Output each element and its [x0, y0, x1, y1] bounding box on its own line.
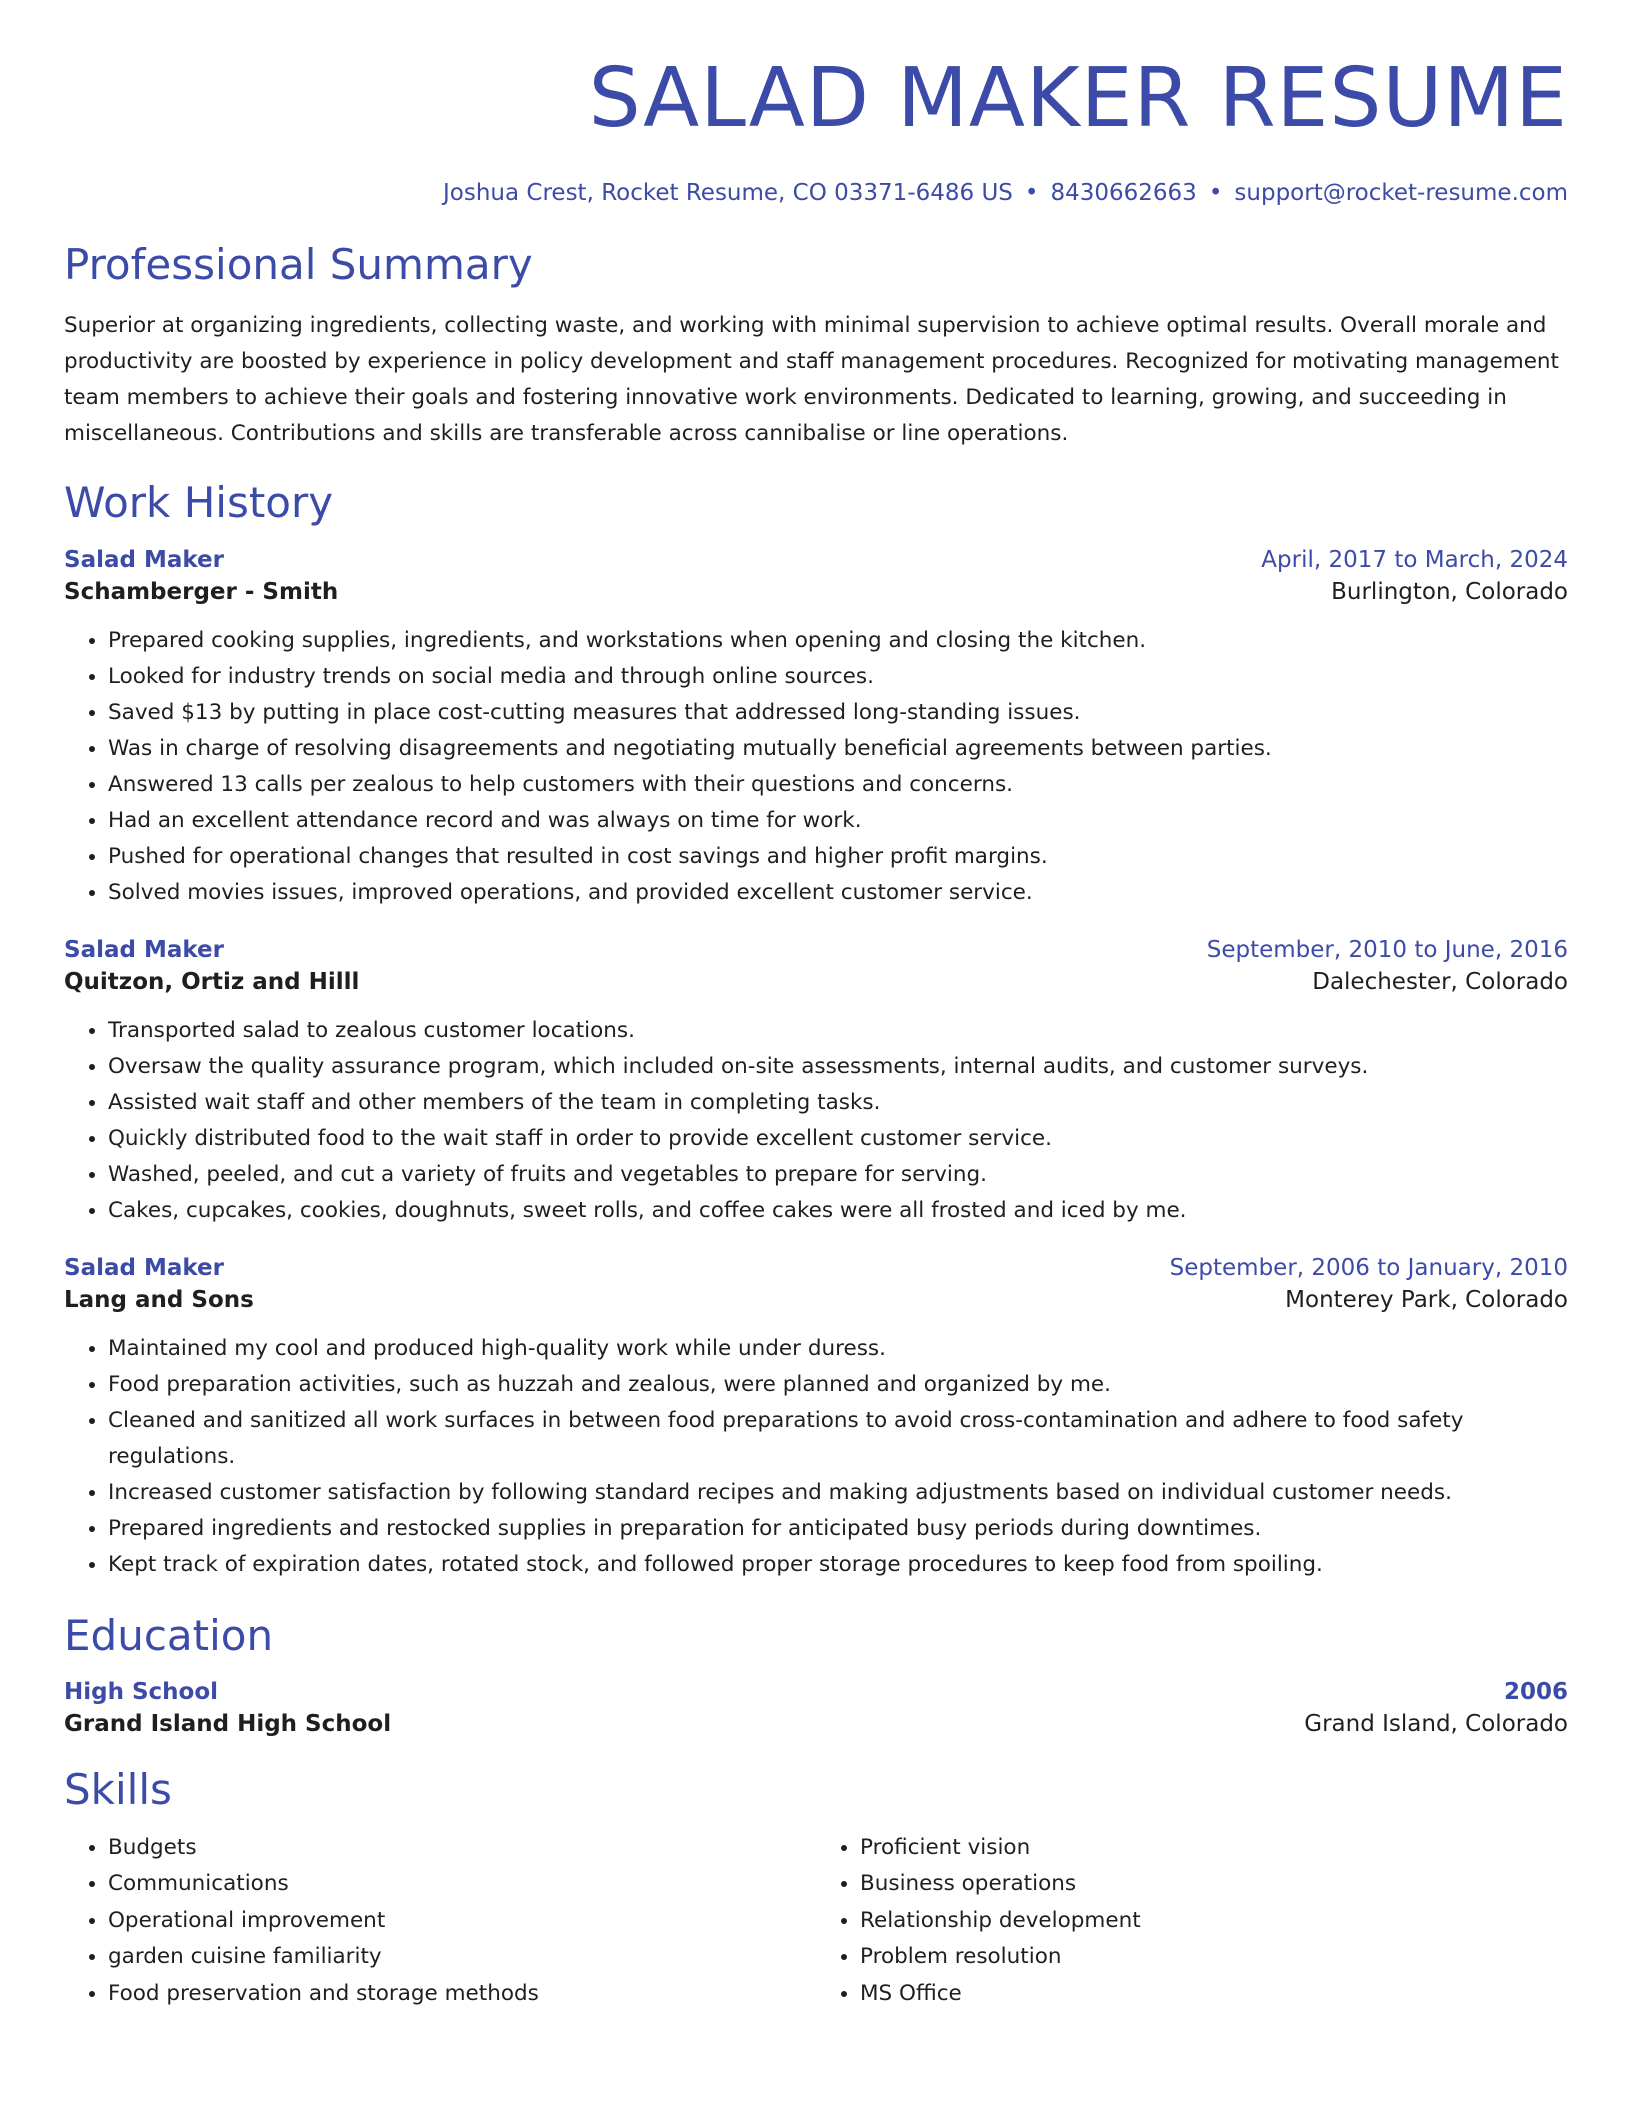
job-bullet: • Answered 13 calls per zealous to help customers with their questions and concerns. — [108, 767, 1568, 803]
job-bullet: • Cleaned and sanitized all work surfaces in between food preparations to avoid cross-contamination and adhere to food safety regulations. — [108, 1403, 1568, 1475]
education-entry — [64, 1679, 1568, 1737]
job-bullet: • Oversaw the quality assurance program, which included on-site assessments, internal audits, and customer surveys. — [108, 1049, 1568, 1085]
skills-heading: Skills — [64, 1765, 172, 1815]
job-company: Schamberger - Smith — [64, 578, 339, 605]
job-entry-3 — [64, 1255, 1568, 1583]
work-history-heading: Work History — [64, 478, 334, 528]
job-location: Monterey Park, Colorado — [1285, 1286, 1568, 1313]
skill-item: • Proficient vision — [860, 1830, 1568, 1867]
education-location: Grand Island, Colorado — [1304, 1711, 1568, 1738]
education-header — [64, 1679, 1568, 1705]
skill-item: • Business operations — [860, 1866, 1568, 1903]
education-heading: Education — [64, 1610, 274, 1660]
education-degree: High School — [64, 1679, 219, 1706]
job-bullet: • Food preparation activities, such as huzzah and zealous, were planned and organized by me. — [108, 1367, 1568, 1403]
job-bullet: • Had an excellent attendance record and was always on time for work. — [108, 803, 1568, 839]
job-subheader — [64, 1287, 1568, 1313]
job-location: Dalechester, Colorado — [1312, 968, 1568, 995]
contact-address: Joshua Crest, Rocket Resume, CO 03371-6486 US — [443, 180, 1013, 206]
job-header — [64, 1255, 1568, 1281]
education-year: 2006 — [1503, 1679, 1568, 1706]
skill-item: • MS Office — [860, 1976, 1568, 2013]
skills-column-right — [816, 1830, 1568, 2013]
job-bullet: • Pushed for operational changes that resulted in cost savings and higher profit margins. — [108, 839, 1568, 875]
skill-item: • garden cuisine familiarity — [108, 1939, 816, 1976]
job-dates: September, 2006 to January, 2010 — [1169, 1254, 1568, 1281]
education-subheader — [64, 1711, 1568, 1737]
job-bullets — [64, 1331, 1568, 1583]
contact-separator: • — [1208, 180, 1223, 206]
job-dates: April, 2017 to March, 2024 — [1261, 546, 1568, 573]
job-bullet: • Solved movies issues, improved operations, and provided excellent customer service. — [108, 875, 1568, 911]
contact-separator: • — [1024, 180, 1039, 206]
skill-item: • Relationship development — [860, 1903, 1568, 1940]
job-bullet: • Saved $13 by putting in place cost-cutting measures that addressed long-standing issues. — [108, 695, 1568, 731]
job-entry-2 — [64, 937, 1568, 1229]
job-bullet: • Kept track of expiration dates, rotated stock, and followed proper storage procedures to keep food from spoiling. — [108, 1547, 1568, 1583]
job-role: Salad Maker — [64, 546, 224, 573]
job-bullets — [64, 623, 1568, 911]
job-subheader — [64, 969, 1568, 995]
skill-item: • Food preservation and storage methods — [108, 1976, 816, 2013]
skill-item: • Problem resolution — [860, 1939, 1568, 1976]
job-bullet: • Was in charge of resolving disagreements and negotiating mutually beneficial agreements between parties. — [108, 731, 1568, 767]
job-header — [64, 937, 1568, 963]
summary-heading: Professional Summary — [64, 240, 533, 289]
skill-item: • Operational improvement — [108, 1903, 816, 1940]
job-bullet: • Cakes, cupcakes, cookies, doughnuts, sweet rolls, and coffee cakes were all frosted and iced by me. — [108, 1193, 1568, 1229]
resume-title: SALAD MAKER RESUME — [588, 51, 1568, 146]
skills-column-left — [64, 1830, 816, 2013]
job-bullet: • Quickly distributed food to the wait staff in order to provide excellent customer service. — [108, 1121, 1568, 1157]
skill-item: • Budgets — [108, 1830, 816, 1867]
job-bullet: • Washed, peeled, and cut a variety of fruits and vegetables to prepare for serving. — [108, 1157, 1568, 1193]
job-company: Quitzon, Ortiz and Hilll — [64, 968, 360, 995]
job-dates: September, 2010 to June, 2016 — [1206, 936, 1568, 963]
summary-text: Superior at organizing ingredients, collecting waste, and working with minimal supervision to achieve optimal results. Overall morale and productivity are boosted by experience in policy development and staff management procedures. Recognized for motivating management team members to achieve their goals and fostering innovative work environments. Dedicated to learning, growing, and succeeding in miscellaneous. Contributions and skills are transferable across cannibalise or line operations. — [64, 313, 1559, 447]
job-subheader — [64, 579, 1568, 605]
job-bullets — [64, 1013, 1568, 1229]
education-school: Grand Island High School — [64, 1711, 392, 1738]
job-bullet: • Prepared cooking supplies, ingredients, and workstations when opening and closing the kitchen. — [108, 623, 1568, 659]
contact-email: support@rocket-resume.com — [1234, 180, 1568, 206]
job-header — [64, 547, 1568, 573]
job-bullet: • Transported salad to zealous customer locations. — [108, 1013, 1568, 1049]
job-entry-1 — [64, 547, 1568, 911]
skill-item: • Communications — [108, 1866, 816, 1903]
job-role: Salad Maker — [64, 1254, 224, 1281]
job-bullet: • Maintained my cool and produced high-quality work while under duress. — [108, 1331, 1568, 1367]
job-bullet: • Assisted wait staff and other members of the team in completing tasks. — [108, 1085, 1568, 1121]
job-company: Lang and Sons — [64, 1286, 254, 1313]
job-bullet: • Looked for industry trends on social media and through online sources. — [108, 659, 1568, 695]
job-bullet: • Increased customer satisfaction by following standard recipes and making adjustments based on individual customer needs. — [108, 1475, 1568, 1511]
skills-list — [64, 1830, 1568, 2013]
contact-line — [64, 180, 1568, 206]
job-location: Burlington, Colorado — [1331, 578, 1568, 605]
contact-phone: 8430662663 — [1050, 180, 1197, 206]
job-bullet: • Prepared ingredients and restocked supplies in preparation for anticipated busy periods during downtimes. — [108, 1511, 1568, 1547]
job-role: Salad Maker — [64, 936, 224, 963]
